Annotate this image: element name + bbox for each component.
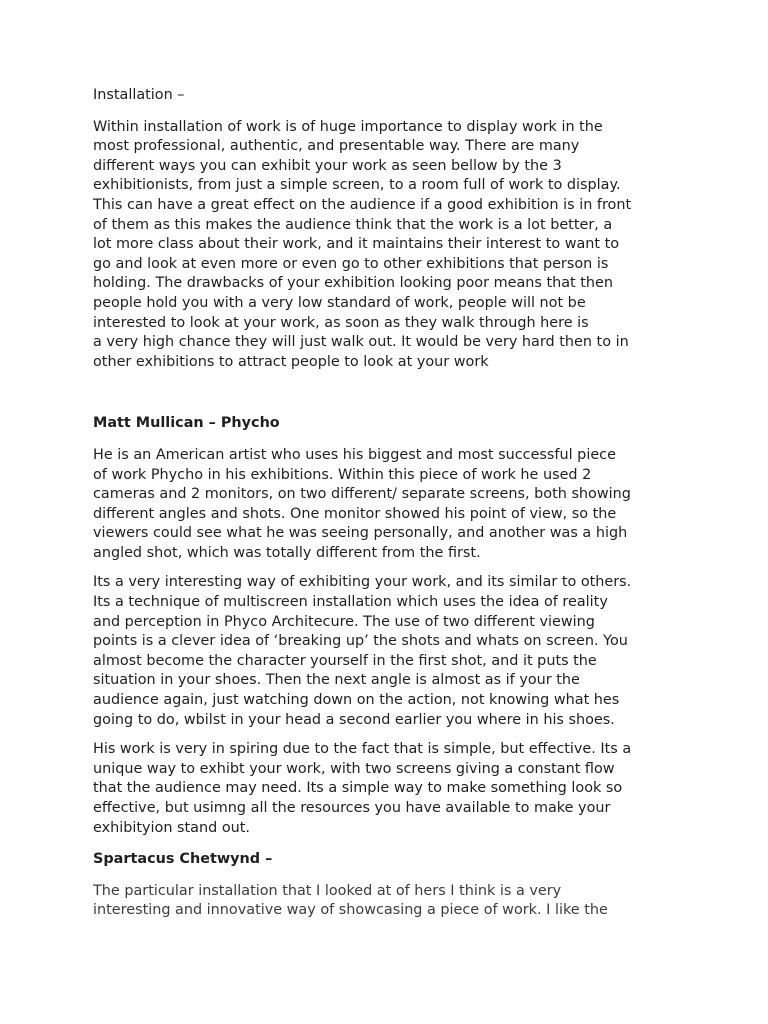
- artist1-paragraph-1: He is an American artist who uses his biggest and most successful piece of work Phycho in his exhibitions. Within this piece of work he used 2 cameras and 2 monitors, on two different/ separate screens, both showing different angles and shots. One monitor showed his point of view, so the viewers could see what he was seeing personally, and another was a high angled shot, which was totally different from the first.: [93, 446, 631, 561]
- document-page: [93, 86, 733, 921]
- artist1-paragraph-2: Its a very interesting way of exhibiting your work, and its similar to others. Its a technique of multiscreen installation which uses the idea of reality and perception in Phyco Architecure. The use of two different viewing points is a clever idea of ‘breaking up’ the shots and whats on screen. You almost become the character yourself in the first shot, and it puts the situation in your shoes. Then the next angle is almost as if your the audience again, just watching down on the action, not knowing what hes going to do, wbilst in your head a second earlier you where in his shoes.: [93, 574, 632, 728]
- artist2-heading: Spartacus Chetwynd –: [93, 851, 273, 868]
- section-title: Installation –: [93, 87, 185, 103]
- artist1-paragraph-3: His work is very in spiring due to the fact that is simple, but effective. Its a unique way to exhibt your work, with two screens giving a constant flow that the audience may need. Its a simple way to make something look so effective, but usimng all the resources you have available to make your exhibityion stand out.: [93, 741, 632, 836]
- artist1-heading: Matt Mullican – Phycho: [93, 415, 280, 432]
- artist2-paragraph-1: The particular installation that I looked at of hers I think is a very interesting and innovative way of showcasing a piece of work. I like the: [93, 882, 608, 919]
- intro-paragraph: Within installation of work is of huge importance to display work in the most professional, authentic, and presentable way. There are many different ways you can exhibit your work as seen bellow by the 3 exhibitionists, from just a simple screen, to a room full of work to display. This can have a great effect on the audience if a good exhibition is in front of them as this makes the audience think that the work is a lot better, a lot more class about their work, and it maintains their interest to want to go and look at even more or even go to other exhibitions that person is holding. The drawbacks of your exhibition looking poor means that then people hold you with a very low standard of work, people will not be interested to look at your work, as soon as they walk through here is a very high chance they will just walk out. It would be very hard then to in other exhibitions to attract people to look at your work: [93, 118, 632, 370]
